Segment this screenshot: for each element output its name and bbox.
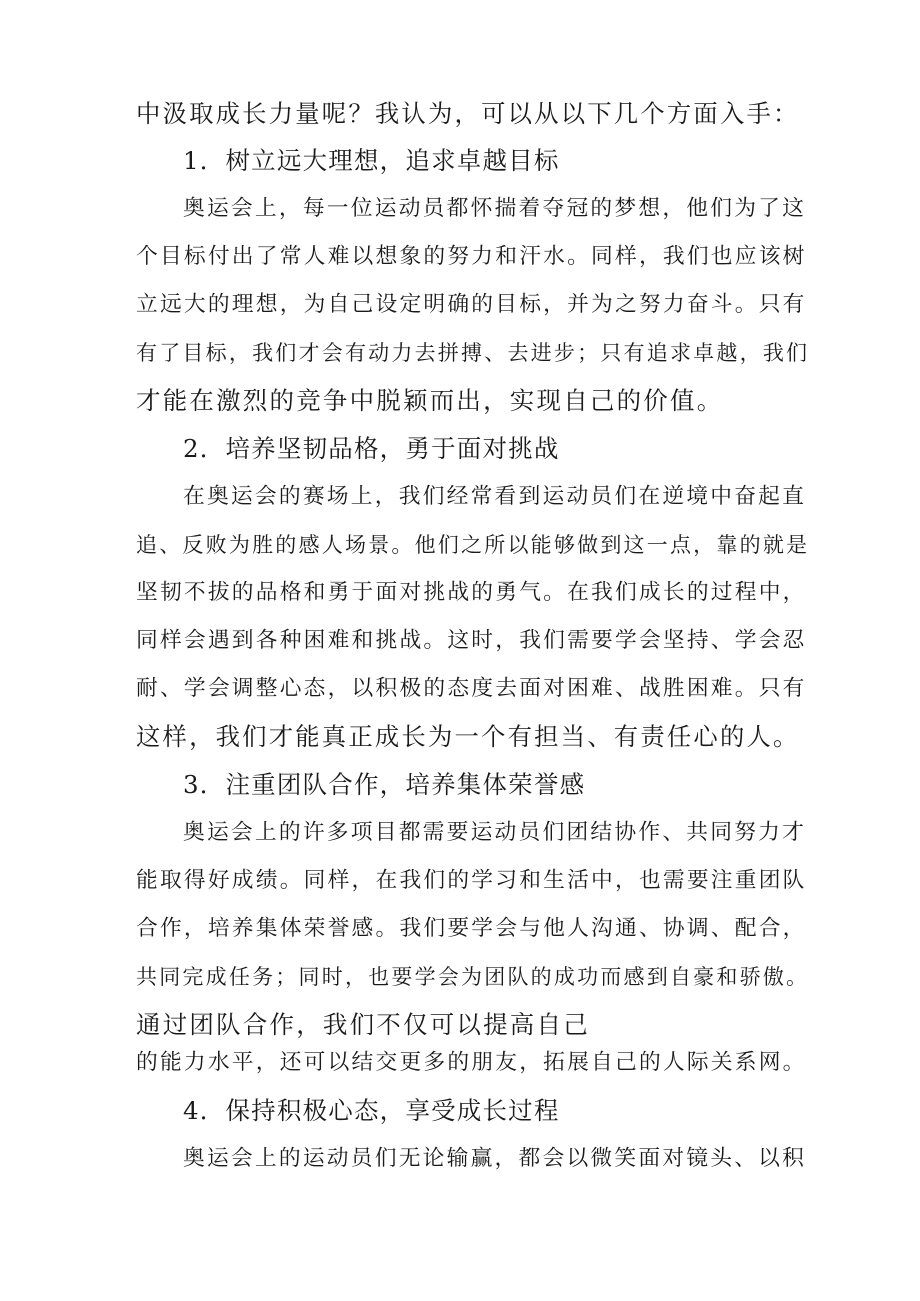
text-line: 奥运会上的许多项目都需要运动员们团结协作、共同努力才	[183, 820, 807, 845]
text-line: 奥运会上的运动员们无论输赢，都会以微笑面对镜头、以积	[183, 1146, 807, 1171]
text-line: 立远大的理想，为自己设定明确的目标，并为之努力奋斗。只有	[136, 292, 807, 317]
text-line: 中汲取成长力量呢？我认为，可以从以下几个方面入手：	[136, 99, 800, 128]
section-heading: 1．树立远大理想，追求卓越目标	[183, 146, 560, 175]
text-line: 这样，我们才能真正成长为一个有担当、有责任心的人。	[136, 722, 800, 751]
section-heading: 4．保持积极心态，享受成长过程	[183, 1096, 560, 1125]
text-line: 才能在激烈的竞争中脱颖而出，实现自己的价值。	[136, 386, 724, 415]
text-line: 有了目标，我们才会有动力去拼搏、去进步；只有追求卓越，我们	[136, 340, 810, 365]
text-line: 的能力水平，还可以结交更多的朋友，拓展自己的人际关系网。	[136, 1050, 807, 1075]
text-line: 通过团队合作，我们不仅可以提高自己	[136, 1010, 590, 1039]
text-line: 耐、学会调整心态，以积极的态度去面对困难、战胜困难。只有	[136, 676, 807, 701]
section-heading: 3．注重团队合作，培养集体荣誉感	[183, 770, 586, 799]
text-line: 追、反败为胜的感人场景。他们之所以能够做到这一点，靠的就是	[136, 532, 810, 557]
text-line: 坚韧不拔的品格和勇于面对挑战的勇气。在我们成长的过程中，	[136, 580, 807, 605]
text-line: 合作，培养集体荣誉感。我们要学会与他人沟通、协调、配合，	[136, 916, 807, 941]
text-line: 个目标付出了常人难以想象的努力和汗水。同样，我们也应该树	[136, 244, 807, 269]
section-heading: 2．培养坚韧品格，勇于面对挑战	[183, 434, 560, 463]
text-line: 同样会遇到各种困难和挑战。这时，我们需要学会坚持、学会忍	[136, 628, 807, 653]
text-line: 共同完成任务；同时，也要学会为团队的成功而感到自豪和骄傲。	[136, 964, 810, 989]
text-line: 奥运会上，每一位运动员都怀揣着夺冠的梦想，他们为了这	[183, 196, 807, 221]
text-line: 能取得好成绩。同样，在我们的学习和生活中，也需要注重团队	[136, 868, 807, 893]
text-line: 在奥运会的赛场上，我们经常看到运动员们在逆境中奋起直	[183, 484, 807, 509]
